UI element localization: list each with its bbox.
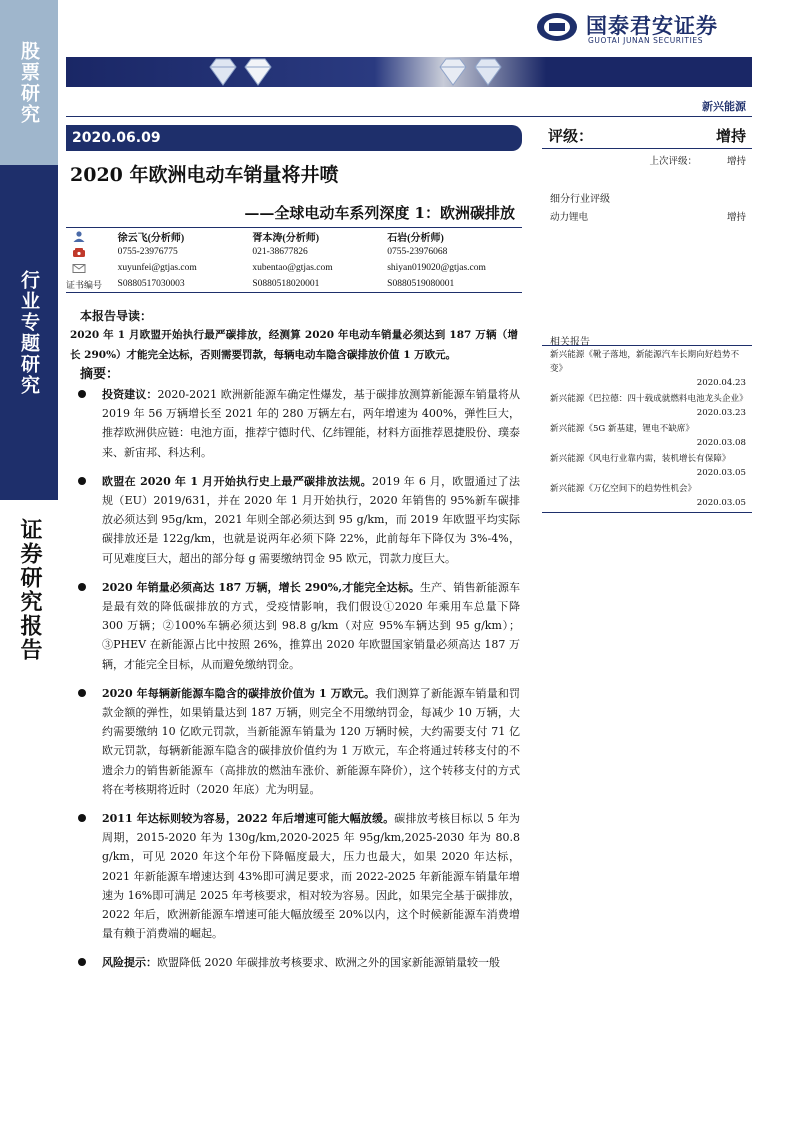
summary-bullet (70, 578, 520, 674)
related-report-date: 2020.03.23 (696, 408, 746, 418)
report-title: 2020 年欧洲电动车销量将井喷 (70, 164, 339, 186)
bullet-dot-icon (78, 477, 86, 485)
sub-industry-rating: 增持 (726, 212, 746, 223)
analyst-name: 石岩(分析师) (387, 232, 444, 244)
prev-rating-value: 增持 (726, 156, 746, 167)
bullet-text: 2020-2021 欧洲新能源车确定性爆发，基于碳排放测算新能源车销量将从 2019 年 56 万辆增长至 2021 年的 280 万辆左右，两年增速为 400%，弹性巨大，推荐欧洲供应链：电池方面，推荐宁德时代、亿纬锂能，材料方面推荐恩捷股份、璞泰来、新宙邦、科达利。 (102, 388, 520, 459)
diamond-icon (436, 55, 470, 89)
analyst-name: 徐云飞(分析师) (117, 232, 185, 244)
phone-icon (72, 247, 86, 258)
sector-label: 新兴能源 (702, 100, 746, 113)
related-reports-list (542, 345, 752, 513)
intro-heading: 本报告导读： (80, 309, 153, 323)
summary-list (70, 385, 520, 983)
summary-bullet (70, 472, 520, 568)
bullet-dot-icon (78, 689, 86, 697)
mail-icon (72, 263, 86, 274)
header-banner (66, 57, 752, 87)
related-report-link[interactable]: 新兴能源《万亿空间下的趋势性机会》 (550, 484, 697, 494)
rating-value: 增持 (715, 127, 746, 145)
analyst-name-row (66, 228, 522, 244)
analyst-email[interactable]: xuyunfei@gtjas.com (117, 263, 197, 273)
cert-label: 证书编号 (66, 279, 103, 290)
bullet-text: 碳排放考核目标以 5 年为周期，2015-2020 年为 130g/km,2020-2025 年 95g/km,2025-2030 年为 80.8 g/km，可见 2020 年这个年份下降幅度最大，压力也最大，如果 2020 年达标，2021 年新能源车增速达到 43%即可满足要求，而 2022-2025 年新能源车销量年增速为 16%即可满足 2025 年考核要求，相对较为容易。因此，如果完全基于碳排放，2022 年后，欧洲新能源车增速可能大幅放缓至 20%以内，这个时候新能源车消费增量有赖于消费端的崛起。 (102, 812, 520, 941)
person-icon (72, 231, 86, 242)
related-report-link[interactable]: 新兴能源《风电行业靠内需，装机增长有保障》 (550, 454, 731, 464)
summary-bullet (70, 953, 520, 972)
bullet-text: 欧盟降低 2020 年碳排放考核要求、欧洲之外的国家新能源销量较一般 (157, 956, 500, 970)
related-report-date: 2020.03.08 (696, 438, 746, 448)
related-report-date: 2020.03.05 (696, 498, 746, 508)
sub-industry-row (550, 209, 746, 223)
bullet-dot-icon (78, 583, 86, 591)
analyst-name: 胥本涛(分析师) (252, 232, 320, 244)
bullet-text: 2019 年 6 月，欧盟通过了法规（EU）2019/631，并在 2020 年 1 月开始执行，2020 年销售的 95%新车碳排放必须达到 95g/km，2021 年则全部必须达到 95 g/km，而 2019 年欧盟平均实际碳排放还是 122g/km，也就是说两年必须下降 22%，此前每年下降仅为 3%-4%，可见难度巨大，超出的部分每 g 需要缴纳罚金 95 欧元，罚款力度巨大。 (102, 474, 520, 565)
related-report-date: 2020.03.05 (696, 468, 746, 478)
side-tab-industry-report: 行业专题研究 (0, 165, 58, 500)
analyst-cert: S0880519080001 (387, 279, 455, 289)
analyst-phone: 021-38677826 (252, 247, 308, 257)
related-report-date: 2020.04.23 (696, 378, 746, 388)
related-report-link[interactable]: 新兴能源《靴子落地，新能源汽车长期向好趋势不变》 (550, 350, 740, 374)
summary-bullet (70, 684, 520, 799)
related-report-link[interactable]: 新兴能源《巴拉德：四十载成就燃料电池龙头企业》 (550, 394, 748, 404)
analyst-email[interactable]: shiyan019020@gtjas.com (387, 263, 486, 273)
rating-box (542, 125, 752, 167)
analyst-table (66, 227, 522, 293)
sub-industry-name: 动力锂电 (550, 212, 589, 223)
bullet-dot-icon (78, 958, 86, 966)
intro-text: 2020 年 1 月欧盟开始执行最严碳排放，经测算 2020 年电动车销量必须达到 187 万辆（增长 290%）才能完全达标，否则需要罚款，每辆电动车隐含碳排放价值 1 万欧元。 (70, 329, 518, 361)
analyst-email-row (66, 260, 522, 276)
brand-logo-icon (536, 12, 578, 42)
bullet-lead: 2020 年每辆新能源车隐含的碳排放价值为 1 万欧元。 (102, 686, 376, 700)
analyst-email[interactable]: xubentao@gtjas.com (252, 263, 333, 273)
bullet-lead: 欧盟在 2020 年 1 月开始执行史上最严碳排放法规。 (102, 474, 372, 488)
bullet-lead: 2011 年达标则较为容易，2022 年后增速可能大幅放缓。 (102, 812, 395, 826)
analyst-phone-row (66, 244, 522, 260)
side-tab-stock-research: 股票研究 (0, 0, 58, 165)
related-report-link[interactable]: 新兴能源《5G 新基建，锂电不缺席》 (550, 424, 694, 434)
bullet-dot-icon (78, 814, 86, 822)
report-subtitle: ——全球电动车系列深度 1：欧洲碳排放 (244, 204, 515, 222)
bullet-text: 生产、销售新能源车是最有效的降低碳排放的方式，受疫情影响，我们假设①2020 年乘用车总量下降 300 万辆；②100%车辆必须达到 98.8 g/km（对应 95%车辆达到 95 g/km）；③PHEV 在新能源占比中按照 26%，推算出 2020 年欧盟国家销量必须高达 187 万辆，才能完全目标，从而避免缴纳罚金。 (102, 580, 520, 671)
summary-bullet (70, 809, 520, 943)
bullet-text: 我们测算了新能源车销量和罚款金额的弹性，如果销量达到 187 万辆，则完全不用缴纳罚金，每减少 10 万辆，大约需要缴纳 10 亿欧元罚款，当新能源车销量为 120 万辆时候，大约需要支付 71 亿欧元罚款，每辆新能源车隐含的碳排放价值约为 1 万欧元，车企将通过转移支付的不遗余力的销售新能源车（高排放的燃油车涨价、新能源车降价），这个转移支付的方式将在考核期将近时（2020 年底）尤为明显。 (102, 686, 520, 796)
summary-heading: 摘要： (80, 367, 120, 382)
bullet-dot-icon (78, 390, 86, 398)
report-date: 2020.06.09 (66, 125, 522, 151)
brand-name-en: GUOTAI JUNAN SECURITIES (588, 36, 704, 45)
bullet-lead: 风险提示： (102, 956, 157, 970)
analyst-phone: 0755-23976775 (117, 247, 178, 257)
header-divider (66, 116, 752, 117)
related-heading: 相关报告 (550, 337, 590, 348)
rating-label: 评级： (548, 127, 594, 145)
diamond-icon (241, 55, 275, 89)
analyst-cert: S0880518020001 (252, 279, 320, 289)
analyst-cert-row (66, 276, 522, 292)
bullet-lead: 2020 年销量必须高达 187 万辆，增长 290%,才能完全达标。 (102, 580, 421, 594)
bullet-lead: 投资建议： (102, 388, 158, 401)
brand-name: 国泰君安证券 (586, 14, 718, 38)
side-tab-securities-report: 证券研究报告 (0, 505, 58, 675)
diamond-icon (206, 55, 240, 89)
analyst-cert: S0880517030003 (117, 279, 185, 289)
sub-industry-heading: 细分行业评级 (550, 194, 610, 205)
prev-rating-label: 上次评级： (649, 156, 697, 167)
analyst-phone: 0755-23976068 (387, 247, 448, 257)
diamond-icon (471, 55, 505, 89)
summary-bullet (70, 385, 520, 462)
